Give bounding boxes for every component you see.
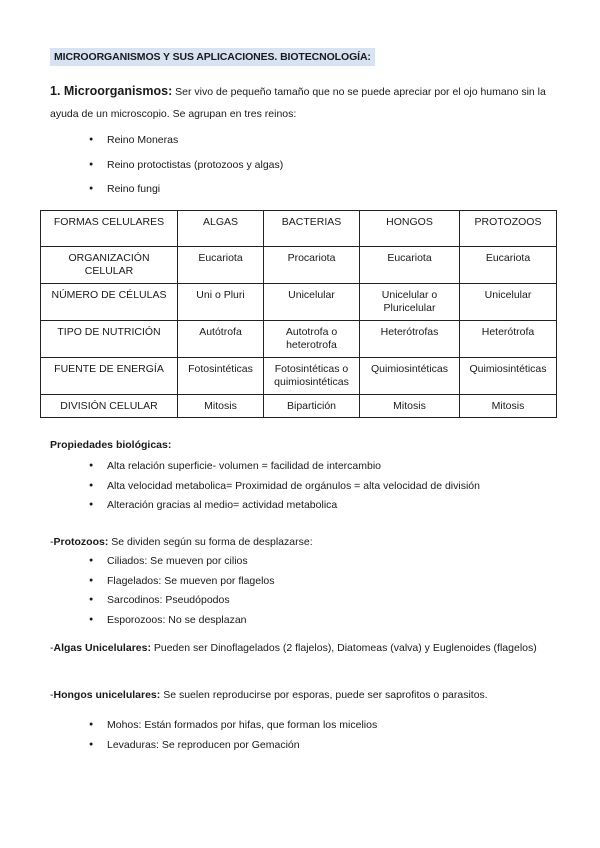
protozoos-paragraph: [50, 535, 550, 549]
hongos-text: Se suelen reproducirse por esporas, puede ser saprofitos o parasitos.: [160, 689, 488, 701]
table-cell: TIPO DE NUTRICIÓN: [41, 321, 178, 358]
properties-heading: Propiedades biológicas:: [50, 439, 172, 451]
dash-prefix: -: [50, 642, 54, 654]
protozoos-list: [89, 552, 275, 630]
table-row: [41, 321, 557, 358]
table-cell: Autótrofa: [178, 321, 264, 358]
list-item: ● Ciliados: Se mueven por cilios: [89, 552, 275, 572]
list-item: ● Sarcodinos: Pseudópodos: [89, 591, 275, 611]
list-item: ● Levaduras: Se reproducen por Gemación: [89, 736, 377, 756]
hongos-list: [89, 716, 377, 756]
table-cell: NÚMERO DE CÉLULAS: [41, 284, 178, 321]
table-cell: FUENTE DE ENERGÍA: [41, 358, 178, 395]
list-item: ● Reino fungi: [89, 179, 283, 204]
algas-paragraph: [50, 639, 550, 658]
table-cell: Quimiosintéticas: [360, 358, 460, 395]
dash-prefix: -: [50, 536, 54, 548]
table-header-cell: FORMAS CELULARES: [41, 211, 178, 247]
table-row: [41, 395, 557, 418]
table-cell: Procariota: [264, 247, 360, 284]
table-cell: Eucariota: [178, 247, 264, 284]
intro-paragraph: [50, 80, 550, 125]
table-cell: ORGANIZACIÓN CELULAR: [41, 247, 178, 284]
table-header-row: [41, 211, 557, 247]
table-cell: Unicelular o Pluricelular: [360, 284, 460, 321]
list-item: ● Flagelados: Se mueven por flagelos: [89, 572, 275, 592]
table-cell: Fotosintéticas o quimiosintéticas: [264, 358, 360, 395]
table-cell: Eucariota: [460, 247, 557, 284]
cell-forms-table: [40, 210, 557, 418]
list-item: ● Esporozoos: No se desplazan: [89, 611, 275, 631]
table-cell: Unicelular: [264, 284, 360, 321]
protozoos-label: Protozoos:: [53, 536, 109, 548]
table-row: [41, 284, 557, 321]
protozoos-text: Se dividen según su forma de desplazarse:: [108, 536, 313, 548]
hongos-paragraph: [50, 688, 550, 702]
algas-label: Algas Unicelulares:: [53, 642, 151, 654]
table-cell: Bipartición: [264, 395, 360, 418]
table-cell: Fotosintéticas: [178, 358, 264, 395]
list-item: ● Alta velocidad metabolica= Proximidad de orgánulos = alta velocidad de división: [89, 477, 480, 497]
table-cell: Heterótrofa: [460, 321, 557, 358]
list-item: ● Mohos: Están formados por hifas, que forman los micelios: [89, 716, 377, 736]
list-item: ● Alta relación superficie- volumen = facilidad de intercambio: [89, 457, 480, 477]
table-header-cell: ALGAS: [178, 211, 264, 247]
table-row: [41, 358, 557, 395]
list-item: ● Reino protoctistas (protozoos y algas): [89, 155, 283, 180]
table-cell: Eucariota: [360, 247, 460, 284]
dash-prefix: -: [50, 689, 54, 701]
intro-text: Ser vivo de pequeño tamaño que no se puede apreciar por el ojo humano sin la ayuda de un microscopio. Se agrupan en tres reinos:: [50, 86, 546, 120]
table-cell: Heterótrofas: [360, 321, 460, 358]
table-cell: Autotrofa o heterotrofa: [264, 321, 360, 358]
algas-text: Pueden ser Dinoflagelados (2 flajelos), Diatomeas (valva) y Euglenoides (flagelos): [150, 642, 537, 654]
table-cell: Quimiosintéticas: [460, 358, 557, 395]
kingdoms-list: [89, 130, 283, 204]
table-cell: Mitosis: [178, 395, 264, 418]
hongos-label: Hongos unicelulares:: [53, 689, 161, 701]
table-header-cell: HONGOS: [360, 211, 460, 247]
properties-list: [89, 457, 480, 516]
list-item: ● Alteración gracias al medio= actividad metabolica: [89, 496, 480, 516]
table-cell: Mitosis: [360, 395, 460, 418]
intro-heading: 1. Microorganismos:: [50, 84, 173, 98]
table-cell: Mitosis: [460, 395, 557, 418]
page-title: MICROORGANISMOS Y SUS APLICACIONES. BIOTECNOLOGÍA:: [50, 48, 375, 66]
table-cell: Uni o Pluri: [178, 284, 264, 321]
table-cell: DIVISIÓN CELULAR: [41, 395, 178, 418]
table-row: [41, 247, 557, 284]
list-item: ● Reino Moneras: [89, 130, 283, 155]
table-cell: Unicelular: [460, 284, 557, 321]
table-header-cell: BACTERIAS: [264, 211, 360, 247]
table-header-cell: PROTOZOOS: [460, 211, 557, 247]
